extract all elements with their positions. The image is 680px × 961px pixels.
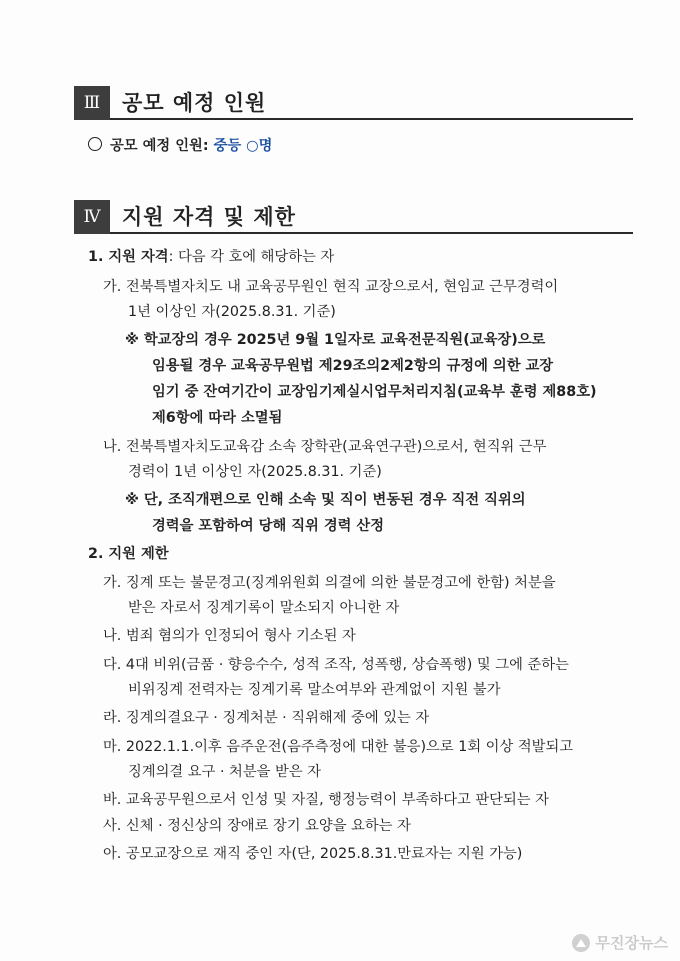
restriction-a: 아. 공모교장으로 재직 중인 자(단, 2025.8.31.만료자는 지원 가능) [103, 846, 523, 862]
qualification-na-note-1: ※ 단, 조직개편으로 인해 소속 및 직이 변동된 경우 직전 직위의 [125, 492, 526, 508]
restriction-ba: 바. 교육공무원으로서 인성 및 자질, 행정능력이 부족하다고 판단되는 자 [103, 792, 549, 808]
recruit-count-value: 중등 ○명 [213, 138, 273, 154]
restriction-ra: 라. 징계의결요구 · 징계처분 · 직위해제 중에 있는 자 [103, 710, 430, 726]
qualification-na-note-2: 경력을 포함하여 당해 직위 경력 산정 [152, 518, 385, 534]
recruit-count-label: 공모 예정 인원: [110, 138, 214, 154]
restriction-ma-line-1: 마. 2022.1.1.이후 음주운전(음주측정에 대한 불응)으로 1회 이상 적발되고 [103, 739, 574, 755]
restriction-da-line-1: 다. 4대 비위(금품 · 향응수수, 성적 조작, 성폭행, 상습폭행) 및 그에 준하는 [103, 657, 569, 673]
qualification-ga-note-3: 임기 중 잔여기간이 교장임기제실시업무처리지침(교육부 훈령 제88호) [152, 384, 597, 400]
section-4-header [74, 200, 633, 234]
qualification-na-line-2: 경력이 1년 이상인 자(2025.8.31. 기준) [128, 464, 382, 480]
qualification-ga-line-2: 1년 이상인 자(2025.8.31. 기준) [128, 304, 336, 320]
restriction-na: 나. 범죄 혐의가 인정되어 형사 기소된 자 [103, 628, 356, 644]
restriction-ga-line-2: 받은 자로서 징계기록이 말소되지 아니한 자 [128, 600, 400, 616]
watermark-text: 무진장뉴스 [595, 934, 668, 952]
qualification-heading [88, 247, 334, 267]
restriction-heading: 2. 지원 제한 [88, 546, 169, 562]
qualification-heading-text: : 다음 각 호에 해당하는 자 [168, 249, 335, 265]
qualification-na-line-1: 나. 전북특별자치도교육감 소속 장학관(교육연구관)으로서, 현직위 근무 [103, 439, 547, 455]
mountain-logo-icon [572, 934, 590, 952]
restriction-ma-line-2: 징계의결 요구 · 처분을 받은 자 [128, 764, 321, 780]
section-3-title: 공모 예정 인원 [110, 86, 633, 120]
qualification-ga-line-1: 가. 전북특별자치도 내 교육공무원인 현직 교장으로서, 현임교 근무경력이 [103, 279, 559, 295]
restriction-da-line-2: 비위징계 전력자는 징계기록 말소여부와 관계없이 지원 불가 [128, 682, 501, 698]
restriction-ga-line-1: 가. 징계 또는 불문경고(징계위원회 의결에 의한 불문경고에 한함) 처분을 [103, 575, 556, 591]
restriction-sa: 사. 신체 · 정신상의 장애로 장기 요양을 요하는 자 [103, 818, 411, 834]
qualification-heading-label: 1. 지원 자격 [88, 249, 169, 265]
recruit-count-item [88, 136, 272, 156]
qualification-ga-note-2: 임용될 경우 교육공무원법 제29조의2제2항의 규정에 의한 교장 [152, 358, 554, 374]
qualification-ga-note-1: ※ 학교장의 경우 2025년 9월 1일자로 교육전문직원(교육장)으로 [125, 332, 546, 348]
section-3-number: Ⅲ [74, 86, 110, 120]
circle-bullet-icon [88, 137, 102, 151]
section-4-title: 지원 자격 및 제한 [110, 200, 633, 234]
section-4-number: Ⅳ [74, 200, 110, 234]
section-3-header [74, 86, 633, 120]
watermark [572, 932, 668, 953]
qualification-ga-note-4: 제6항에 따라 소멸됨 [152, 410, 283, 426]
